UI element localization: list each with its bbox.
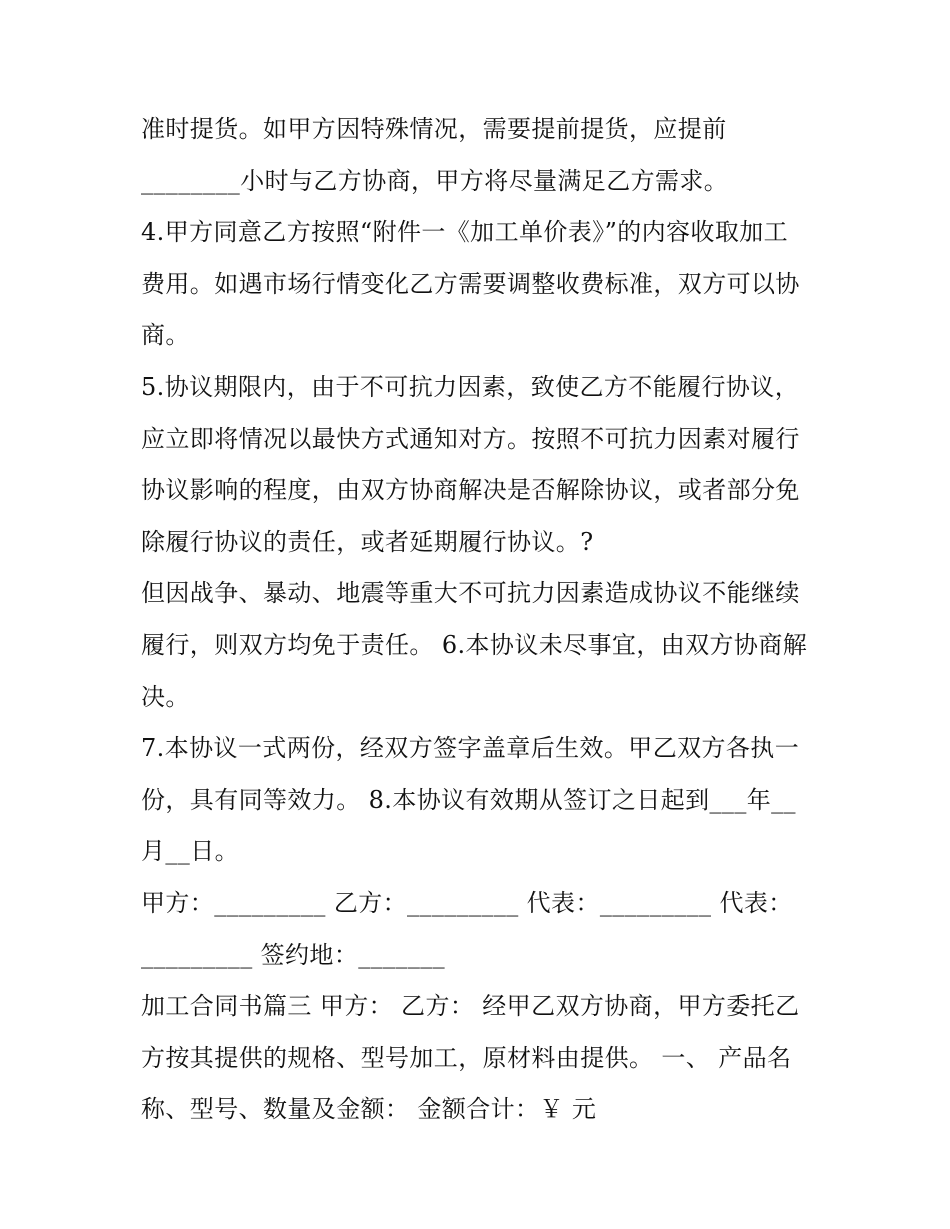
clause-6-line: 履行，则双方均免于责任。 6.本协议未尽事宜，由双方协商解 [141, 630, 808, 659]
signature-line: 甲方：_________ 乙方：_________ 代表：_________ 代表： [141, 888, 793, 917]
text-line: 商。 [141, 321, 190, 350]
text-line: 应立即将情况以最快方式通知对方。按照不可抗力因素对履行 [141, 424, 800, 453]
clause-4-line: 4.甲方同意乙方按照“附件一《加工单价表》”的内容收取加工 [141, 218, 789, 247]
amount-total-line: 称、型号、数量及金额： 金额合计：￥ 元 [141, 1095, 597, 1124]
text-line: 准时提货。如甲方因特殊情况，需要提前提货，应提前 [141, 115, 727, 143]
text-line: 协议影响的程度，由双方协商解决是否解除协议，或者部分免 [141, 476, 800, 505]
text-line: 但因战争、暴动、地震等重大不可抗力因素造成协议不能继续 [141, 579, 800, 608]
text-line: ________小时与乙方协商，甲方将尽量满足乙方需求。 [141, 166, 729, 195]
text-line: 费用。如遇市场行情变化乙方需要调整收费标准，双方可以协 [141, 269, 800, 298]
section-three-heading-line: 加工合同书篇三 甲方： 乙方： 经甲乙双方协商，甲方委托乙 [141, 992, 800, 1021]
document-body [141, 104, 821, 1136]
clause-8-line: 份，具有同等效力。 8.本协议有效期从签订之日起到___年__ [141, 785, 796, 814]
clause-5-line: 5.协议期限内，由于不可抗力因素，致使乙方不能履行协议， [141, 372, 800, 401]
text-line: 决。 [141, 682, 190, 711]
clause-7-line: 7.本协议一式两份，经双方签字盖章后生效。甲乙双方各执一 [141, 734, 800, 763]
text-line: 方按其提供的规格、型号加工，原材料由提供。 一、 产品名 [141, 1043, 792, 1072]
signature-line: _________ 签约地：_______ [141, 940, 446, 969]
text-line: 月__日。 [141, 837, 239, 866]
text-line: 除履行协议的责任，或者延期履行协议。? [141, 527, 594, 556]
